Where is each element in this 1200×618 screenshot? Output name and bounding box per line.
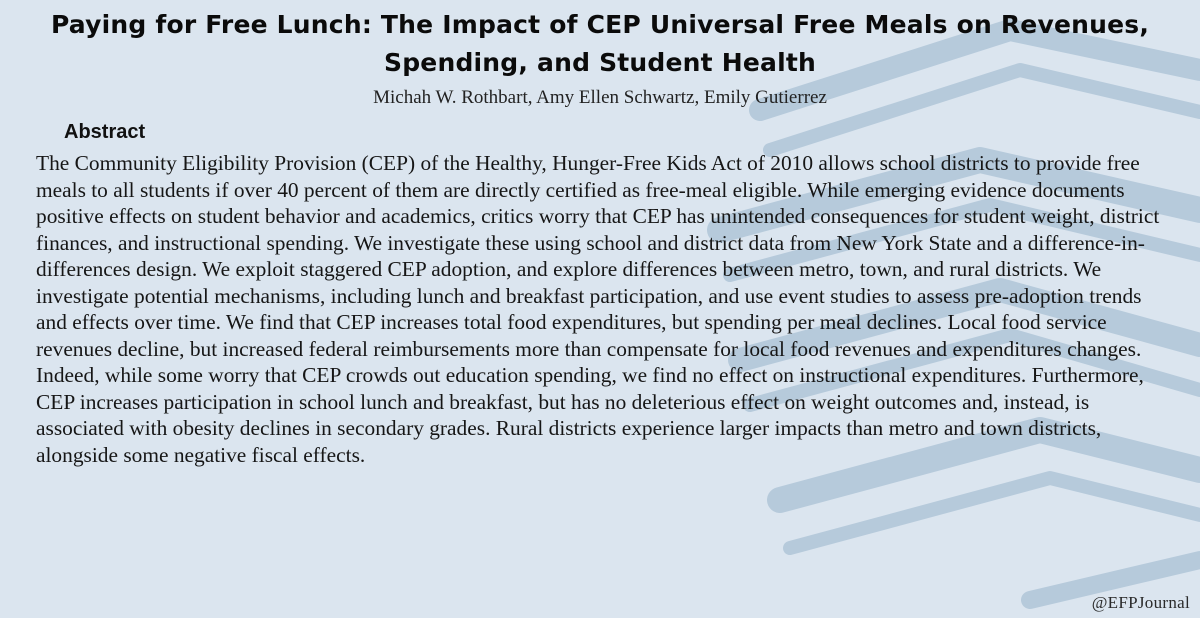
abstract-body: The Community Eligibility Provision (CEP) of the Healthy, Hunger-Free Kids Act of 2010 allows school districts to provide free meals to all students if over 40 percent of them are directly certified as free-meal eligible. While emerging evidence documents positive effects on student behavior and academics, critics worry that CEP has unintended consequences for student weight, district finances, and instructional spending. We investigate these using school and district data from New York State and a difference-in-differences design. We exploit staggered CEP adoption, and explore differences between metro, town, and rural districts. We investigate potential mechanisms, including lunch and breakfast participation, and use event studies to assess pre-adoption trends and effects over time. We find that CEP increases total food expenditures, but spending per meal declines. Local food service revenues decline, but increased federal reimbursements more than compensate for local food revenues and expenditures changes. Indeed, while some worry that CEP crowds out education spending, we find no effect on instructional expenditures. Furthermore, CEP increases participation in school lunch and breakfast, but has no deleterious effect on weight outcomes and, instead, is associated with obesity declines in secondary grades. Rural districts experience larger impacts than metro and town districts, alongside some negative fiscal effects. bbox=[36, 151, 1160, 467]
paper-authors: Michah W. Rothbart, Amy Ellen Schwartz, Emily Gutierrez bbox=[373, 87, 827, 108]
social-handle: @EFPJournal bbox=[1091, 593, 1190, 612]
paper-title: Paying for Free Lunch: The Impact of CEP Universal Free Meals on Revenues, Spending, and Student Health bbox=[50, 10, 1150, 77]
abstract-heading: Abstract bbox=[64, 121, 146, 143]
